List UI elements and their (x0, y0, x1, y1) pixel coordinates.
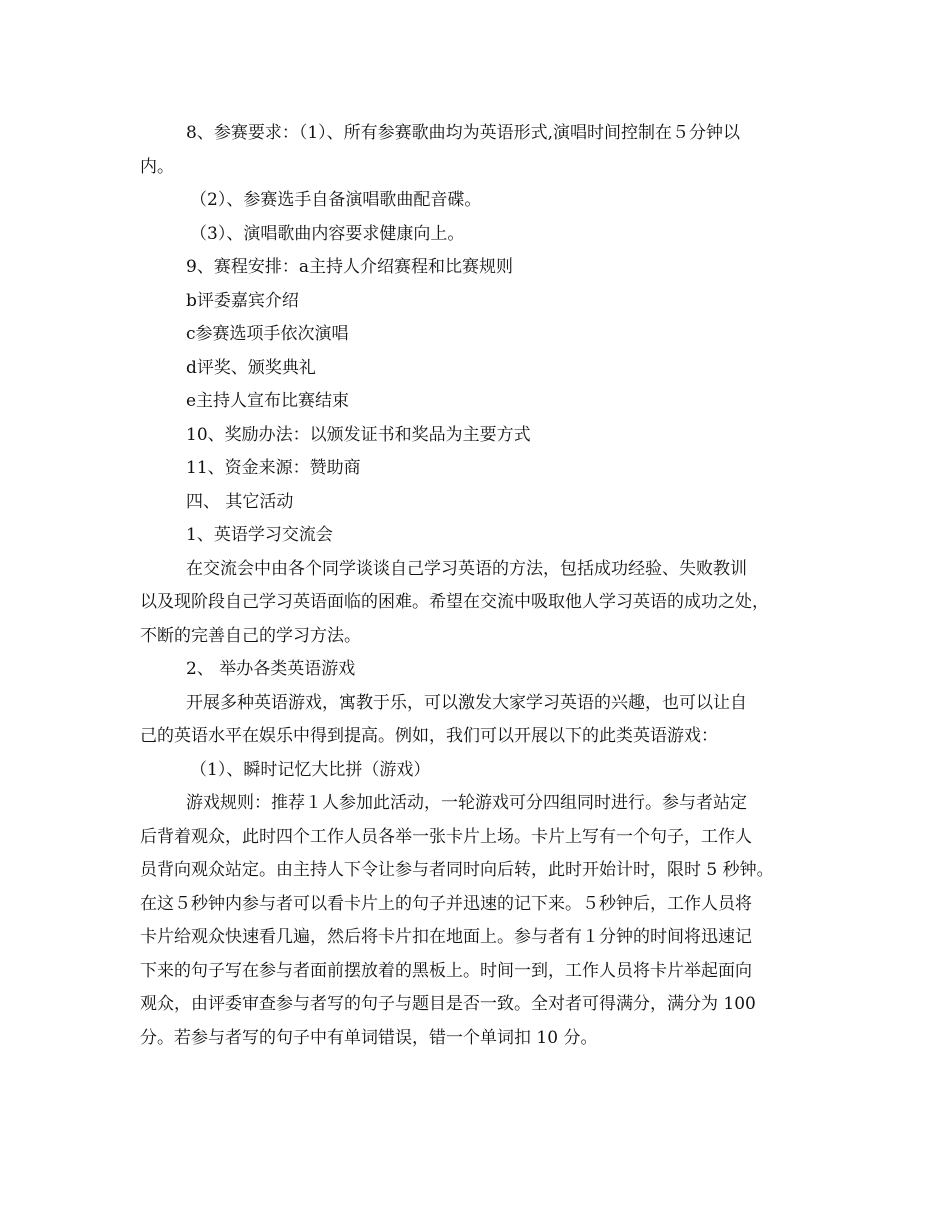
text-line: （3）、演唱歌曲内容要求健康向上。 (190, 223, 465, 244)
subsection-heading: 1、英语学习交流会 (186, 525, 333, 545)
text-line: 开展多种英语游戏，寓教于乐，可以激发大家学习英语的兴趣，也可以让自 (186, 692, 747, 713)
text-line: （2）、参赛选手自备演唱歌曲配音碟。 (190, 190, 482, 210)
subsection-heading: 2、 举办各类英语游戏 (186, 659, 356, 679)
text-line: 下来的句子写在参与者面前摆放着的黑板上。时间一到，工作人员将卡片举起面向 (140, 960, 752, 981)
text-line: （1）、瞬时记忆大比拼（游戏） (190, 759, 431, 780)
text-line: e主持人宣布比赛结束 (186, 391, 350, 411)
text-line: 游戏规则：推荐１人参加此活动，一轮游戏可分四组同时进行。参与者站定 (186, 793, 747, 813)
text-line: 员背向观众站定。由主持人下令让参与者同时向后转，此时开始计时，限时 5 秒钟。 (140, 860, 774, 880)
text-line: 观众，由评委审查参与者写的句子与题目是否一致。全对者可得满分，满分为 100 (140, 994, 756, 1014)
document-body (140, 117, 812, 1055)
text-line: c参赛选项手依次演唱 (186, 324, 349, 344)
text-line: 内。 (140, 156, 174, 177)
text-line: b评委嘉宾介绍 (186, 290, 299, 311)
text-line: 10、奖励办法：以颁发证书和奖品为主要方式 (186, 424, 531, 445)
text-line: 11、资金来源：赞助商 (186, 458, 361, 478)
text-line: 9、赛程安排：a主持人介绍赛程和比赛规则 (186, 257, 513, 277)
text-line: 卡片给观众快速看几遍，然后将卡片扣在地面上。参与者有１分钟的时间将迅速记 (140, 927, 752, 947)
text-line: 以及现阶段自己学习英语面临的困难。希望在交流中吸取他人学习英语的成功之处， (140, 592, 769, 612)
text-line: 不断的完善自己的学习方法。 (140, 625, 361, 646)
text-line: 在交流会中由各个同学谈谈自己学习英语的方法，包括成功经验、失败教训 (186, 558, 747, 579)
text-line: 分。若参与者写的句子中有单词错误，错一个单词扣 10 分。 (140, 1027, 598, 1048)
text-line: d评奖、颁奖典礼 (186, 357, 316, 378)
text-line: 在这５秒钟内参与者可以看卡片上的句子并迅速的记下来。５秒钟后，工作人员将 (140, 893, 752, 914)
section-heading: 四、 其它活动 (186, 491, 294, 512)
text-line: 己的英语水平在娱乐中得到提高。例如，我们可以开展以下的此类英语游戏： (140, 726, 718, 746)
text-line: 后背着观众，此时四个工作人员各举一张卡片上场。卡片上写有一个句子，工作人 (140, 826, 752, 847)
text-line: 8、参赛要求：（1）、所有参赛歌曲均为英语形式,演唱时间控制在５分钟以 (186, 123, 741, 143)
